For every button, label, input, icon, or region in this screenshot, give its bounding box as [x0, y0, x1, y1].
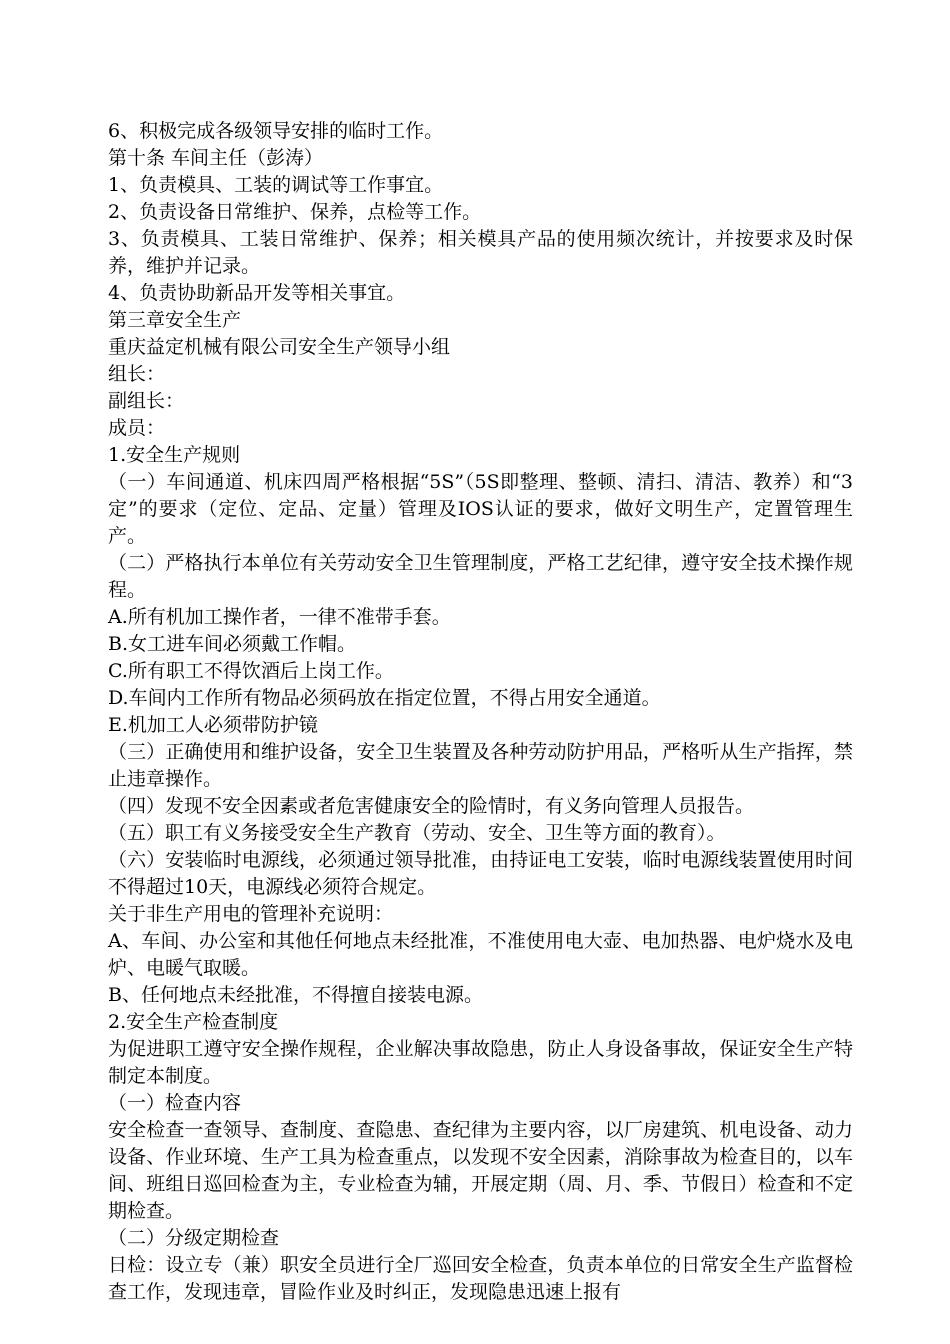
rule-item-e: E.机加工人必须带防护镜	[108, 714, 318, 736]
group-leader-label: 组长：	[108, 363, 166, 385]
inspection-purpose: 为促进职工遵守安全操作规程，企业解决事故隐患，防止人身设备事故，保证安全生产特制定本制度。	[108, 1038, 853, 1087]
section-2-heading: 2.安全生产检查制度	[108, 1011, 279, 1033]
deputy-leader-label: 副组长：	[108, 390, 185, 412]
paragraph-duty-3: 3、负责模具、工装日常维护、保养；相关模具产品的使用频次统计，并按要求及时保养，维护并记录。	[108, 228, 853, 277]
safety-group-title: 重庆益定机械有限公司安全生产领导小组	[108, 336, 451, 358]
rule-1-paragraph: （一）车间通道、机床四周严格根据“5S”（5S即整理、整顿、清扫、清洁、教养）和“3定”的要求（定位、定品、定量）管理及IOS认证的要求，做好文明生产，定置管理生产。	[108, 471, 853, 547]
chapter-3-heading: 第三章安全生产	[108, 309, 242, 331]
rule-item-d: D.车间内工作所有物品必须码放在指定位置，不得占用安全通道。	[108, 687, 661, 709]
paragraph-duty-1: 1、负责模具、工装的调试等工作事宜。	[108, 174, 444, 196]
document-page	[108, 118, 853, 1306]
rule-3-paragraph: （三）正确使用和维护设备，安全卫生装置及各种劳动防护用品，严格听从生产指挥，禁止违章操作。	[108, 741, 853, 790]
rule-4-paragraph: （四）发现不安全因素或者危害健康安全的险情时，有义务向管理人员报告。	[108, 795, 755, 817]
power-note-b: B、任何地点未经批准，不得擅自接装电源。	[108, 984, 483, 1006]
daily-inspection-body: 日检：设立专（兼）职安全员进行全厂巡回安全检查，负责本单位的日常安全生产监督检查工作，发现违章，冒险作业及时纠正，发现隐患迅速上报有	[108, 1254, 853, 1303]
inspection-content-heading: （一）检查内容	[108, 1092, 242, 1114]
rule-item-a: A.所有机加工操作者，一律不准带手套。	[108, 606, 451, 628]
rule-6-paragraph: （六）安装临时电源线，必须通过领导批准，由持证电工安装，临时电源线装置使用时间不得超过10天，电源线必须符合规定。	[108, 849, 853, 898]
rule-5-paragraph: （五）职工有义务接受安全生产教育（劳动、安全、卫生等方面的教育）。	[108, 822, 726, 844]
paragraph-duty-4: 4、负责协助新品开发等相关事宜。	[108, 282, 406, 304]
rule-item-c: C.所有职工不得饮酒后上岗工作。	[108, 660, 394, 682]
inspection-content-body: 安全检查一查领导、查制度、查隐患、查纪律为主要内容，以厂房建筑、机电设备、动力设备、作业环境、生产工具为检查重点，以发现不安全因素，消除事故为检查目的，以车间、班组日巡回检查为主，专业检查为辅，开展定期（周、月、季、节假日）检查和不定期检查。	[108, 1119, 853, 1222]
periodic-inspection-heading: （二）分级定期检查	[108, 1227, 280, 1249]
power-note-heading: 关于非生产用电的管理补充说明：	[108, 903, 394, 925]
members-label: 成员：	[108, 417, 166, 439]
article-10-heading: 第十条 车间主任（彭涛）	[108, 147, 324, 169]
rule-item-b: B.女工进车间必须戴工作帽。	[108, 633, 357, 655]
rule-2-paragraph: （二）严格执行本单位有关劳动安全卫生管理制度，严格工艺纪律，遵守安全技术操作规程。	[108, 552, 853, 601]
paragraph-task-6: 6、积极完成各级领导安排的临时工作。	[108, 120, 444, 142]
paragraph-duty-2: 2、负责设备日常维护、保养，点检等工作。	[108, 201, 482, 223]
power-note-a: A、车间、办公室和其他任何地点未经批准，不准使用电大壶、电加热器、电炉烧水及电炉、电暖气取暖。	[108, 930, 853, 979]
section-1-heading: 1.安全生产规则	[108, 444, 241, 466]
